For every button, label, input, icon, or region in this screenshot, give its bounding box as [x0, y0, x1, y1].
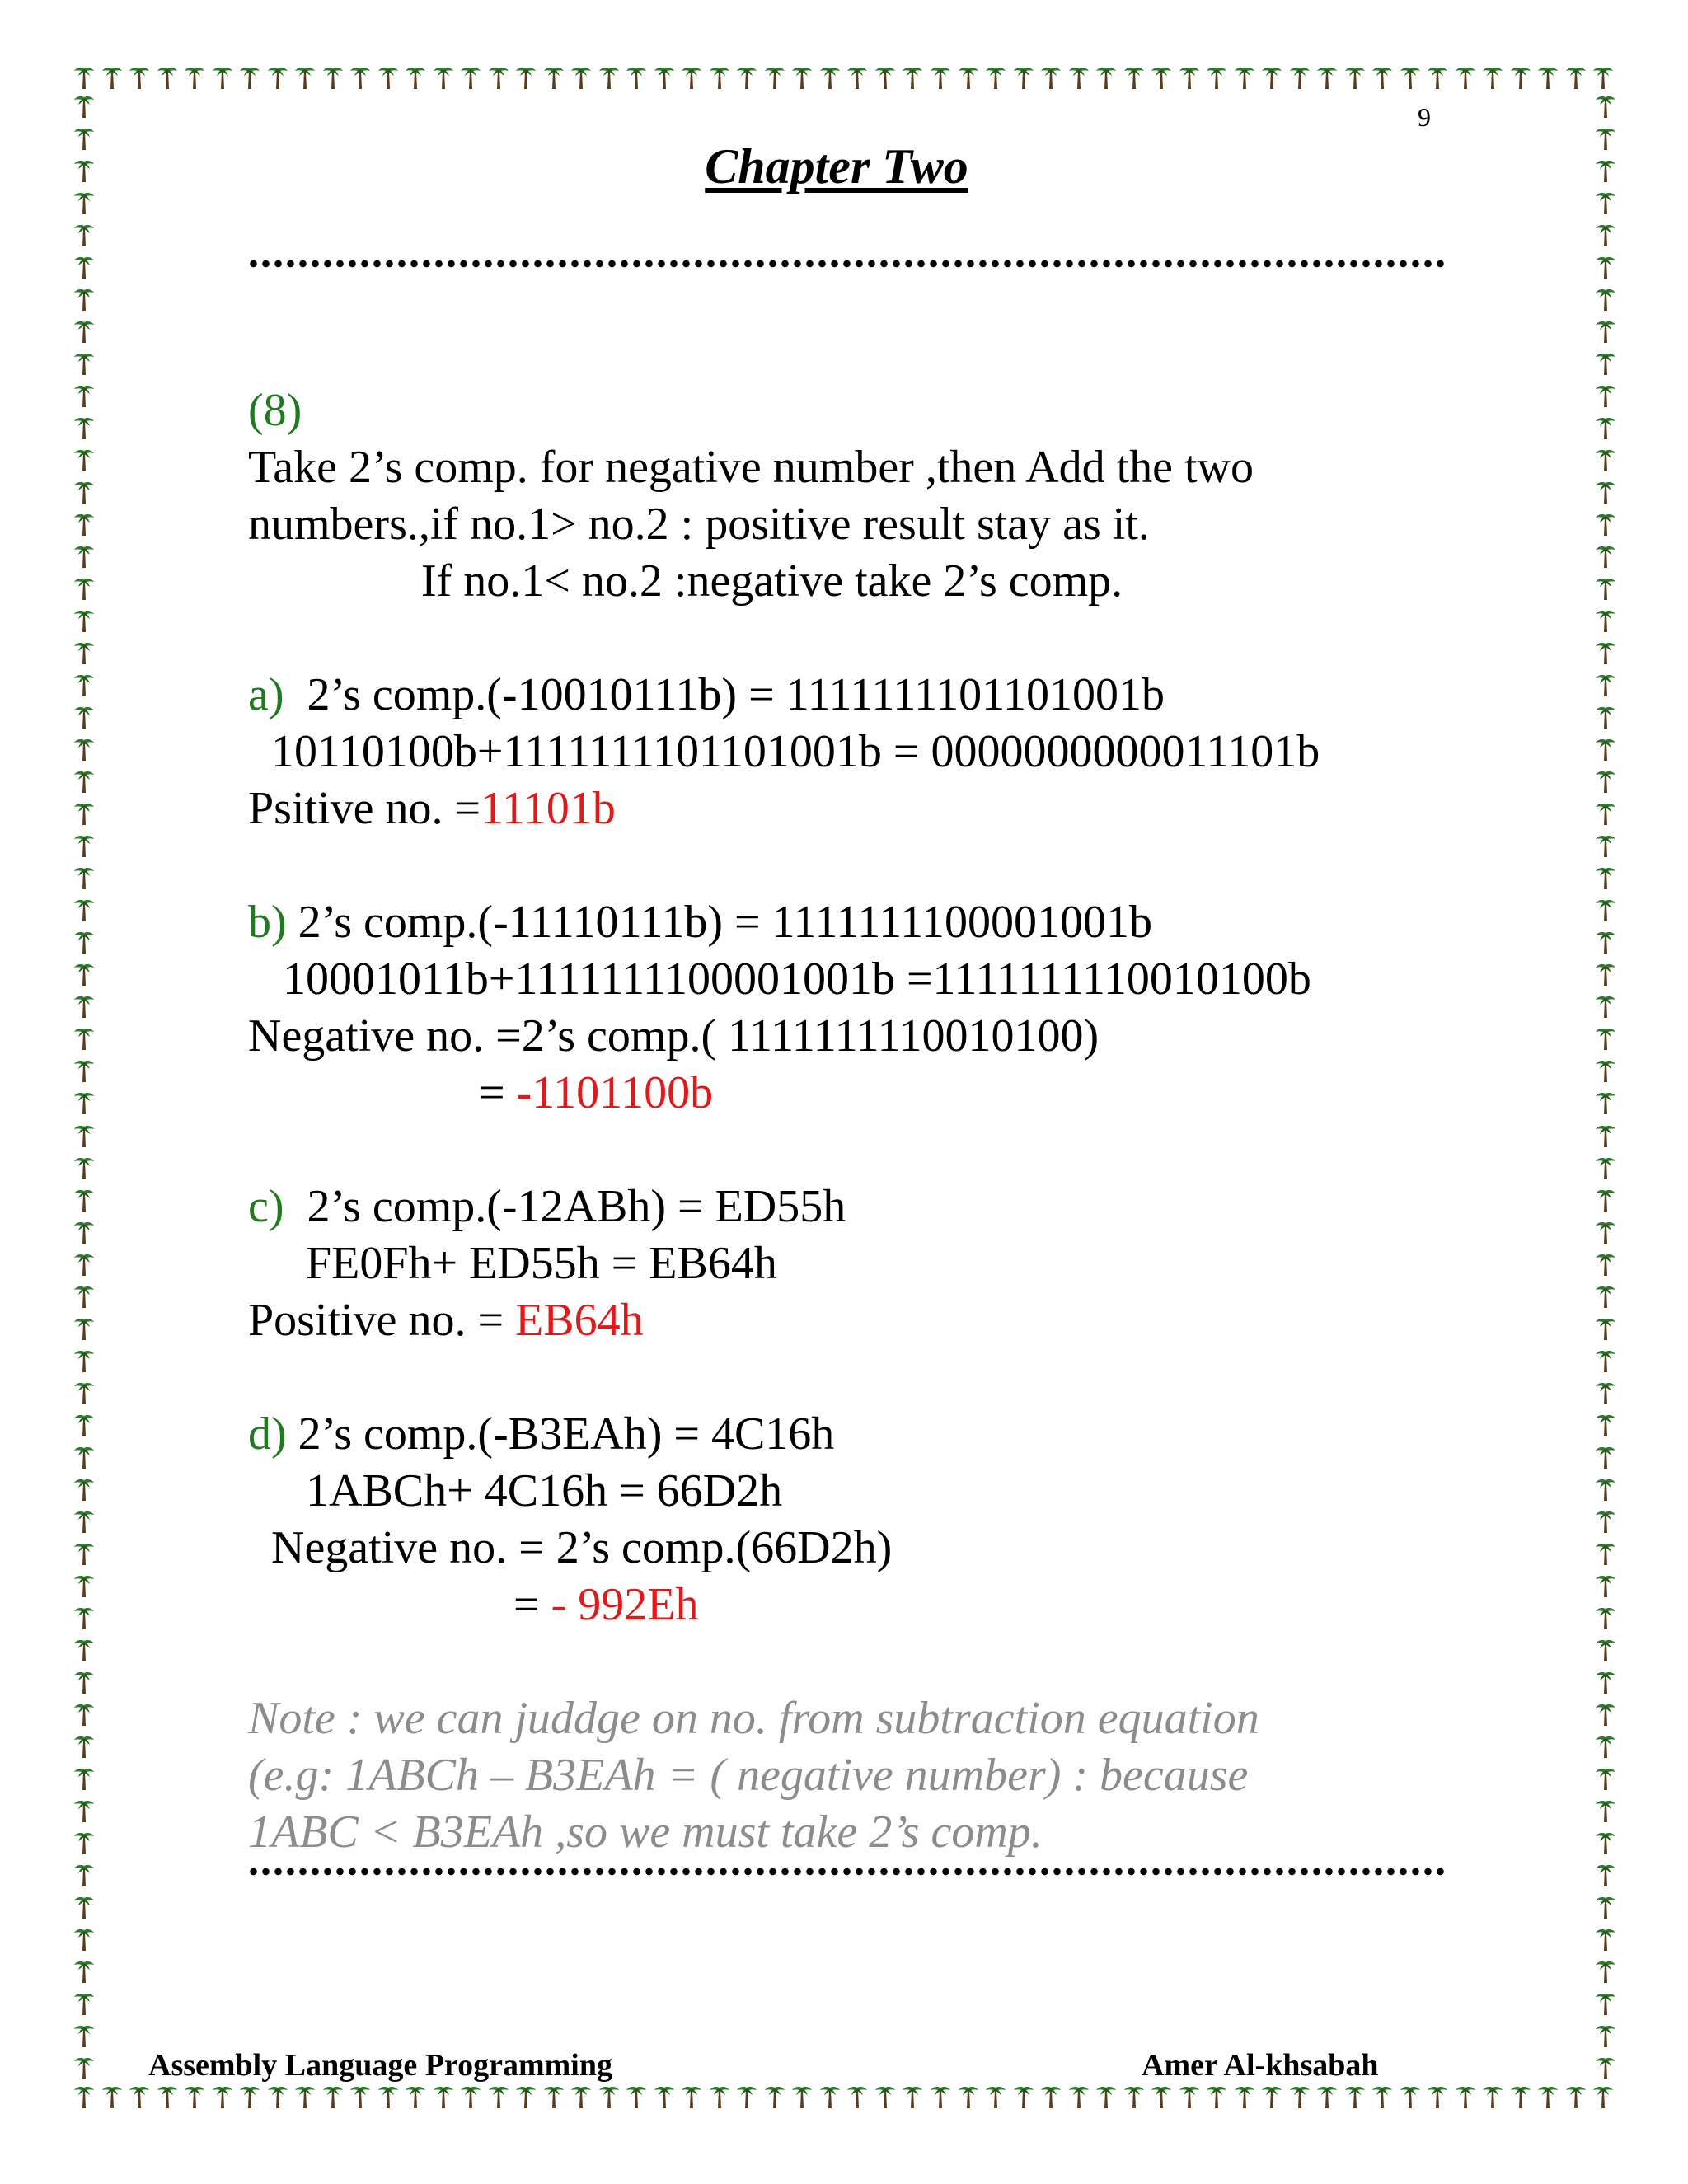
palm-tree-icon	[73, 737, 96, 762]
palm-tree-icon	[1426, 2084, 1449, 2109]
palm-tree-icon	[73, 1670, 96, 1694]
chapter-title: Chapter Two	[705, 139, 968, 194]
palm-tree-icon	[73, 415, 96, 440]
palm-tree-icon	[73, 1155, 96, 1180]
palm-tree-icon	[1594, 1058, 1617, 1083]
palm-tree-icon	[957, 65, 980, 90]
palm-tree-icon	[1594, 608, 1617, 633]
palm-tree-icon	[1481, 2084, 1504, 2109]
palm-tree-icon	[1594, 737, 1617, 762]
palm-tree-icon	[73, 1605, 96, 1630]
palm-tree-icon	[321, 2084, 345, 2109]
palm-tree-icon	[1564, 2084, 1587, 2109]
palm-tree-icon	[1260, 65, 1283, 90]
palm-tree-icon	[128, 2084, 151, 2109]
palm-tree-icon	[874, 2084, 897, 2109]
palm-tree-icon	[1594, 512, 1617, 537]
palm-tree-icon	[1594, 480, 1617, 504]
palm-tree-icon	[73, 1509, 96, 1534]
palm-tree-icon	[1067, 2084, 1090, 2109]
palm-tree-icon	[101, 65, 124, 90]
palm-tree-icon	[73, 94, 96, 119]
palm-tree-icon	[818, 2084, 842, 2109]
palm-tree-icon	[1150, 2084, 1173, 2109]
palm-tree-icon	[1564, 65, 1587, 90]
palm-tree-icon	[1594, 351, 1617, 376]
palm-tree-icon	[73, 1316, 96, 1341]
palm-tree-icon	[293, 2084, 316, 2109]
palm-tree-icon	[73, 994, 96, 1019]
palm-tree-icon	[73, 801, 96, 826]
palm-tree-icon	[73, 1058, 96, 1083]
palm-tree-icon	[156, 2084, 179, 2109]
palm-tree-icon	[1594, 1766, 1617, 1791]
palm-tree-icon	[1594, 1316, 1617, 1341]
palm-tree-icon	[459, 2084, 482, 2109]
palm-tree-icon	[73, 1188, 96, 1212]
palm-tree-icon	[790, 2084, 814, 2109]
palm-tree-icon	[1592, 65, 1615, 90]
palm-tree-icon	[73, 383, 96, 408]
palm-tree-icon	[404, 2084, 427, 2109]
palm-tree-icon	[1205, 2084, 1228, 2109]
palm-tree-icon	[1594, 576, 1617, 601]
part-d-line-3: Negative no. = 2’s comp.(66D2h)	[248, 1522, 893, 1573]
part-a-result-label: Psitive no. =	[248, 783, 481, 834]
palm-tree-icon	[1594, 769, 1617, 794]
part-c-result	[248, 1292, 1517, 1349]
palm-tree-icon	[625, 2084, 648, 2109]
palm-tree-icon	[211, 2084, 234, 2109]
footer-author: Amer Al-khsabah	[1142, 2048, 1379, 2083]
part-a-result-value: 11101b	[481, 783, 616, 834]
palm-tree-icon	[73, 1573, 96, 1598]
palm-tree-icon	[377, 2084, 400, 2109]
palm-tree-icon	[73, 255, 96, 279]
palm-tree-icon	[1594, 1026, 1617, 1051]
right-border	[1589, 94, 1622, 2080]
palm-tree-icon	[1594, 1477, 1617, 1502]
left-border	[68, 94, 101, 2080]
palm-tree-icon	[156, 65, 179, 90]
palm-tree-icon	[1594, 865, 1617, 890]
part-a-result	[248, 780, 1517, 837]
palm-tree-icon	[1594, 544, 1617, 569]
footer-course-title: Assembly Language Programming	[148, 2048, 612, 2083]
part-d-line-1	[248, 1406, 1517, 1463]
palm-tree-icon	[1594, 1670, 1617, 1694]
part-c-result-label: Positive no. =	[248, 1295, 516, 1346]
palm-tree-icon	[1594, 833, 1617, 858]
palm-tree-icon	[1123, 65, 1146, 90]
palm-tree-icon	[1095, 65, 1118, 90]
palm-tree-icon	[73, 1445, 96, 1469]
palm-tree-icon	[1509, 65, 1532, 90]
dotted-divider-bottom	[247, 1867, 1447, 1877]
palm-tree-icon	[1288, 65, 1311, 90]
palm-tree-icon	[349, 65, 372, 90]
palm-tree-icon	[1536, 2084, 1559, 2109]
palm-tree-icon	[1205, 65, 1228, 90]
palm-tree-icon	[73, 833, 96, 858]
palm-tree-icon	[1594, 1284, 1617, 1309]
palm-tree-icon	[73, 1220, 96, 1244]
palm-tree-icon	[1594, 1413, 1617, 1437]
palm-tree-icon	[653, 2084, 676, 2109]
palm-tree-icon	[73, 1991, 96, 2016]
palm-tree-icon	[73, 1638, 96, 1662]
palm-tree-icon	[73, 1541, 96, 1566]
palm-tree-icon	[1150, 65, 1173, 90]
palm-tree-icon	[73, 1830, 96, 1855]
palm-tree-icon	[73, 898, 96, 922]
palm-tree-icon	[404, 65, 427, 90]
palm-tree-icon	[901, 65, 924, 90]
palm-tree-icon	[542, 65, 565, 90]
palm-tree-icon	[514, 65, 537, 90]
palm-tree-icon	[929, 65, 952, 90]
palm-tree-icon	[73, 1348, 96, 1373]
palm-tree-icon	[1594, 1252, 1617, 1277]
palm-tree-icon	[1594, 1991, 1617, 2016]
palm-tree-icon	[708, 65, 731, 90]
part-b-text-1: 2’s comp.(-11110111b) = 1111111100001001b	[286, 897, 1153, 948]
palm-tree-icon	[459, 65, 482, 90]
bottom-border	[73, 2080, 1615, 2113]
palm-tree-icon	[73, 1702, 96, 1727]
palm-tree-icon	[1594, 1830, 1617, 1855]
palm-tree-icon	[238, 65, 261, 90]
palm-tree-icon	[1594, 1380, 1617, 1405]
palm-tree-icon	[73, 1123, 96, 1148]
palm-tree-icon	[1594, 1220, 1617, 1244]
palm-tree-icon	[1594, 448, 1617, 472]
palm-tree-icon	[1594, 1927, 1617, 1952]
palm-tree-icon	[1012, 65, 1035, 90]
palm-tree-icon	[929, 2084, 952, 2109]
palm-tree-icon	[73, 1895, 96, 1919]
intro-line-2: numbers.,if no.1> no.2 : positive result stay as it.	[248, 499, 1150, 550]
palm-tree-icon	[321, 65, 345, 90]
palm-tree-icon	[1594, 1702, 1617, 1727]
part-c-result-value: EB64h	[515, 1295, 644, 1346]
palm-tree-icon	[1594, 1509, 1617, 1534]
palm-tree-icon	[1594, 1123, 1617, 1148]
top-border	[73, 61, 1615, 94]
palm-tree-icon	[73, 287, 96, 312]
palm-tree-icon	[101, 2084, 124, 2109]
palm-tree-icon	[901, 2084, 924, 2109]
palm-tree-icon	[349, 2084, 372, 2109]
palm-tree-icon	[73, 480, 96, 504]
palm-tree-icon	[1371, 2084, 1394, 2109]
palm-tree-icon	[1315, 65, 1339, 90]
palm-tree-icon	[73, 512, 96, 537]
palm-tree-icon	[266, 65, 289, 90]
palm-tree-icon	[1594, 801, 1617, 826]
part-a-line-2: 10110100b+1111111101101001b = 0000000000011101b	[248, 726, 1320, 777]
palm-tree-icon	[73, 1380, 96, 1405]
part-b-result-value: -1101100b	[516, 1067, 714, 1118]
palm-tree-icon	[1067, 65, 1090, 90]
palm-tree-icon	[1233, 2084, 1256, 2109]
part-d-label: d)	[248, 1408, 287, 1460]
palm-tree-icon	[73, 1477, 96, 1502]
part-d-text-1: 2’s comp.(-B3EAh) = 4C16h	[286, 1408, 835, 1460]
palm-tree-icon	[984, 65, 1007, 90]
spacer	[248, 1122, 1517, 1179]
palm-tree-icon	[73, 640, 96, 665]
palm-tree-icon	[680, 2084, 703, 2109]
palm-tree-icon	[1288, 2084, 1311, 2109]
palm-tree-icon	[183, 65, 206, 90]
spacer	[248, 837, 1517, 894]
palm-tree-icon	[1594, 1188, 1617, 1212]
palm-tree-icon	[570, 65, 593, 90]
palm-tree-icon	[542, 2084, 565, 2109]
palm-tree-icon	[73, 448, 96, 472]
palm-tree-icon	[128, 65, 151, 90]
palm-tree-icon	[1178, 65, 1201, 90]
palm-tree-icon	[735, 65, 758, 90]
spacer	[248, 1633, 1517, 1690]
palm-tree-icon	[818, 65, 842, 90]
palm-tree-icon	[984, 2084, 1007, 2109]
part-c-line-1	[248, 1179, 1517, 1235]
palm-tree-icon	[73, 608, 96, 633]
spacer	[248, 1349, 1517, 1406]
palm-tree-icon	[1594, 2023, 1617, 2048]
palm-tree-icon	[1012, 2084, 1035, 2109]
part-d-result-value: - 992Eh	[551, 1579, 699, 1630]
palm-tree-icon	[846, 65, 869, 90]
spacer	[248, 610, 1517, 667]
palm-tree-icon	[377, 65, 400, 90]
palm-tree-icon	[1594, 1895, 1617, 1919]
palm-tree-icon	[1594, 1573, 1617, 1598]
palm-tree-icon	[1481, 65, 1504, 90]
palm-tree-icon	[73, 2084, 96, 2109]
palm-tree-icon	[73, 769, 96, 794]
palm-tree-icon	[1594, 705, 1617, 729]
palm-tree-icon	[1343, 2084, 1367, 2109]
palm-tree-icon	[1315, 2084, 1339, 2109]
palm-tree-icon	[1594, 1445, 1617, 1469]
palm-tree-icon	[1594, 1348, 1617, 1373]
palm-tree-icon	[1426, 65, 1449, 90]
palm-tree-icon	[1039, 65, 1062, 90]
palm-tree-icon	[957, 2084, 980, 2109]
palm-tree-icon	[653, 65, 676, 90]
part-b-line-3: Negative no. =2’s comp.( 1111111110010100)	[248, 1010, 1100, 1062]
palm-tree-icon	[73, 705, 96, 729]
palm-tree-icon	[73, 2055, 96, 2080]
palm-tree-icon	[73, 576, 96, 601]
palm-tree-icon	[625, 65, 648, 90]
page-content	[248, 382, 1517, 1861]
palm-tree-icon	[73, 2023, 96, 2048]
palm-tree-icon	[763, 65, 786, 90]
part-b-label: b)	[248, 897, 287, 948]
palm-tree-icon	[73, 65, 96, 90]
part-b-result-prefix: =	[248, 1067, 517, 1118]
palm-tree-icon	[73, 223, 96, 247]
palm-tree-icon	[73, 319, 96, 344]
palm-tree-icon	[1399, 2084, 1422, 2109]
palm-tree-icon	[73, 544, 96, 569]
palm-tree-icon	[598, 65, 621, 90]
part-a-text-1: 2’s comp.(-10010111b) = 1111111101101001b	[284, 669, 1165, 720]
palm-tree-icon	[73, 1284, 96, 1309]
palm-tree-icon	[1399, 65, 1422, 90]
palm-tree-icon	[487, 2084, 510, 2109]
palm-tree-icon	[1594, 994, 1617, 1019]
palm-tree-icon	[1594, 1798, 1617, 1823]
palm-tree-icon	[1594, 898, 1617, 922]
palm-tree-icon	[1454, 2084, 1477, 2109]
palm-tree-icon	[735, 2084, 758, 2109]
palm-tree-icon	[1594, 1541, 1617, 1566]
palm-tree-icon	[1594, 640, 1617, 665]
palm-tree-icon	[73, 1734, 96, 1759]
palm-tree-icon	[1371, 65, 1394, 90]
palm-tree-icon	[514, 2084, 537, 2109]
palm-tree-icon	[73, 1090, 96, 1115]
palm-tree-icon	[1592, 2084, 1615, 2109]
palm-tree-icon	[73, 1026, 96, 1051]
palm-tree-icon	[1594, 1605, 1617, 1630]
part-b-line-1	[248, 894, 1517, 951]
palm-tree-icon	[432, 65, 455, 90]
palm-tree-icon	[1594, 1734, 1617, 1759]
palm-tree-icon	[73, 1927, 96, 1952]
palm-tree-icon	[266, 2084, 289, 2109]
palm-tree-icon	[874, 65, 897, 90]
part-d-result	[248, 1577, 1517, 1633]
palm-tree-icon	[1594, 2055, 1617, 2080]
palm-tree-icon	[708, 2084, 731, 2109]
dotted-divider-top	[247, 259, 1447, 269]
palm-tree-icon	[1594, 415, 1617, 440]
palm-tree-icon	[1095, 2084, 1118, 2109]
palm-tree-icon	[1233, 65, 1256, 90]
palm-tree-icon	[73, 1413, 96, 1437]
palm-tree-icon	[1536, 65, 1559, 90]
palm-tree-icon	[73, 1766, 96, 1791]
palm-tree-icon	[1039, 2084, 1062, 2109]
palm-tree-icon	[846, 2084, 869, 2109]
palm-tree-icon	[1594, 94, 1617, 119]
palm-tree-icon	[1594, 1155, 1617, 1180]
palm-tree-icon	[73, 930, 96, 954]
palm-tree-icon	[1454, 65, 1477, 90]
part-a-label: a)	[248, 669, 284, 720]
palm-tree-icon	[1594, 255, 1617, 279]
palm-tree-icon	[763, 2084, 786, 2109]
part-b-line-2: 10001011b+1111111100001001b =1111111110010100b	[248, 954, 1311, 1005]
palm-tree-icon	[293, 65, 316, 90]
note-line-1: Note : we can juddge on no. from subtraction equation	[248, 1693, 1259, 1744]
palm-tree-icon	[73, 1798, 96, 1823]
palm-tree-icon	[1509, 2084, 1532, 2109]
palm-tree-icon	[211, 65, 234, 90]
part-c-label: c)	[248, 1181, 284, 1232]
palm-tree-icon	[1594, 930, 1617, 954]
palm-tree-icon	[1343, 65, 1367, 90]
part-b-result	[248, 1065, 1517, 1122]
palm-tree-icon	[680, 65, 703, 90]
note-line-3: 1ABC < B3EAh ,so we must take 2’s comp.	[248, 1807, 1043, 1858]
palm-tree-icon	[1123, 2084, 1146, 2109]
palm-tree-icon	[790, 65, 814, 90]
palm-tree-icon	[73, 1863, 96, 1887]
palm-tree-icon	[1260, 2084, 1283, 2109]
palm-tree-icon	[1594, 1638, 1617, 1662]
palm-tree-icon	[73, 351, 96, 376]
page-number: 9	[1418, 102, 1431, 132]
palm-tree-icon	[183, 2084, 206, 2109]
palm-tree-icon	[1594, 1090, 1617, 1115]
palm-tree-icon	[1594, 673, 1617, 697]
palm-tree-icon	[1594, 962, 1617, 987]
part-d-result-prefix: =	[248, 1579, 551, 1630]
palm-tree-icon	[1594, 1959, 1617, 1984]
palm-tree-icon	[73, 673, 96, 697]
palm-tree-icon	[1594, 383, 1617, 408]
part-c-line-2: FE0Fh+ ED55h = EB64h	[248, 1238, 777, 1289]
palm-tree-icon	[487, 65, 510, 90]
palm-tree-icon	[1594, 319, 1617, 344]
palm-tree-icon	[1594, 223, 1617, 247]
intro-line-3: If no.1< no.2 :negative take 2’s comp.	[248, 555, 1123, 607]
palm-tree-icon	[1178, 2084, 1201, 2109]
palm-tree-icon	[73, 1959, 96, 1984]
part-d-line-2: 1ABCh+ 4C16h = 66D2h	[248, 1465, 783, 1516]
palm-tree-icon	[73, 1252, 96, 1277]
palm-tree-icon	[432, 2084, 455, 2109]
intro-line-1: Take 2’s comp. for negative number ,then Add the two	[248, 442, 1254, 493]
part-c-text-1: 2’s comp.(-12ABh) = ED55h	[284, 1181, 846, 1232]
palm-tree-icon	[238, 2084, 261, 2109]
palm-tree-icon	[598, 2084, 621, 2109]
palm-tree-icon	[1594, 287, 1617, 312]
note-line-2: (e.g: 1ABCh – B3EAh = ( negative number) : because	[248, 1750, 1249, 1801]
palm-tree-icon	[570, 2084, 593, 2109]
palm-tree-icon	[1594, 1863, 1617, 1887]
palm-tree-icon	[73, 865, 96, 890]
palm-tree-icon	[73, 962, 96, 987]
problem-number: (8)	[248, 385, 302, 436]
part-a-line-1	[248, 667, 1517, 724]
